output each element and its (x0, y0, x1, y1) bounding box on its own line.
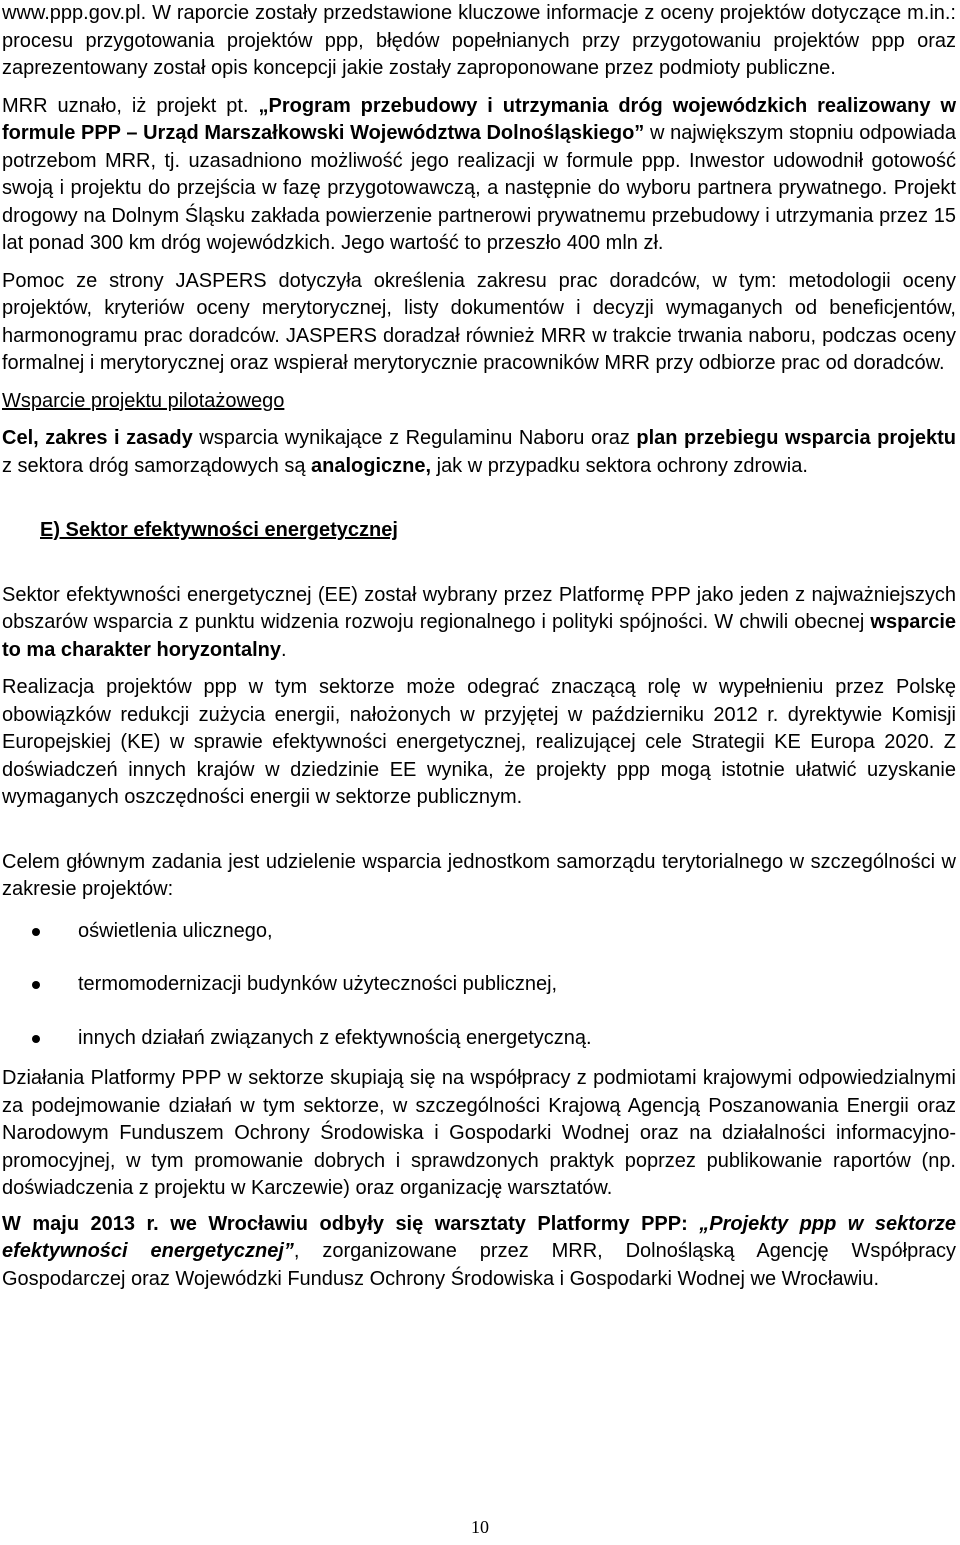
mrr-intro-text: MRR uznało, iż projekt pt. (2, 94, 259, 117)
list-item-text: termomodernizacji budynków użyteczności publicznej, (78, 973, 558, 995)
project-types-list (2, 918, 956, 1053)
support-text-2: z sektora dróg samorządowych są (2, 454, 312, 477)
support-plan-bold: plan przebiegu wsparcia projektu (636, 427, 956, 449)
section-heading-energy-efficiency: E) Sektor efektywności energetycznej (40, 519, 398, 541)
support-analogous-bold: analogiczne, (311, 454, 432, 477)
support-text-1: wsparcia wynikające z Regulaminu Naboru oraz (192, 427, 637, 449)
support-text-3: jak w przypadku sektora ochrony zdrowia. (431, 454, 808, 477)
project-title: „Program przebudowy i utrzymania dróg wojewódzkich realizowany w formule PPP – Urząd Marszałkowski Województwa Dolnośląskiego” (2, 94, 956, 144)
paragraph-mrr-selection (2, 93, 956, 258)
page-number: 10 (471, 1517, 489, 1537)
list-item (2, 918, 956, 946)
list-item-text: oświetlenia ulicznego, (78, 919, 273, 942)
workshops-text: , zorganizowane przez MRR, Dolnośląską Agencję Współpracy Gospodarczej oraz Wojewódzki Fundusz Ochrony Środowiska i Gospodarki Wodnej we Wrocławiu. (2, 1240, 956, 1290)
paragraph-ee-sector (2, 582, 956, 665)
list-item-text: innych działań związanych z efektywnością energetyczną. (78, 1026, 592, 1049)
paragraph-jaspers: Pomoc ze strony JASPERS dotyczyła określenia zakresu prac doradców, w tym: metodologii oceny projektów, kryteriów oceny merytorycznej, listy dokumentów i decyzji wymaganych od beneficjentów, harmonogramu prac doradców. JASPERS doradzał również MRR w trakcie trwania naboru, podczas oceny formalnej i merytorycznej oraz wspierał merytorycznie pracowników MRR przy odbiorze prac od doradców. (2, 269, 956, 374)
paragraph-workshops (2, 1211, 956, 1294)
ee-horizontal-bold: wsparcie to ma charakter horyzontalny (2, 611, 956, 661)
ee-sector-text: Sektor efektywności energetycznej (EE) został wybrany przez Platformę PPP jako jeden z najważniejszych obszarów wsparcia z punktu widzenia rozwoju regionalnego i polityki spójności. W chwili obecnej (2, 583, 956, 633)
paragraph-main-goal: Celem głównym zadania jest udzielenie wsparcia jednostkom samorządu terytorialnego w szczególności w zakresie projektów: (2, 850, 956, 900)
list-item (2, 1025, 956, 1053)
pilot-project-heading: Wsparcie projektu pilotażowego (2, 389, 285, 412)
workshop-title: „Projekty ppp w sektorze efektywności energetycznej” (2, 1212, 956, 1262)
paragraph-ee-realization: Realizacja projektów ppp w tym sektorze może odegrać znaczącą rolę w wypełnieniu przez Polskę obowiązków redukcji zużycia energii, nałożonych w przyjętej w październiku 2012 r. dyrektywie Komisji Europejskiej (KE) w sprawie efektywności energetycznej, realizującej cele Strategii KE Europa 2020. Z doświadczeń innych krajów w dziedzinie EE wynika, że projekty ppp mogą istotnie ułatwić uzyskanie wymaganych oszczędności energii w sektorze publicznym. (2, 676, 956, 808)
mrr-details-text: w największym stopniu odpowiada potrzebom MRR, tj. uzasadniono możliwość jego realizacji w formule ppp. Inwestor udowodnił gotowość swoją i projektu do przejścia w fazę przygotowawczą, a następnie do wyboru partnera prywatnego. Projekt drogowy na Dolnym Śląsku zakłada powierzenie partnerowi prywatnemu przebudowy i utrzymania przez 15 lat ponad 300 km dróg wojewódzkich. Jego wartość to przeszło 400 mln zł. (2, 122, 956, 254)
paragraph-support-scope (2, 425, 956, 480)
bullet-icon (32, 1035, 40, 1043)
bullet-icon (32, 981, 40, 989)
paragraph-report-summary: www.ppp.gov.pl. W raporcie zostały przedstawione kluczowe informacje z oceny projektów dotyczące m.in.: procesu przygotowania projektów ppp, błędów popełnianych przy przygotowaniu projektów ppp oraz zaprezentowany został opis koncepcji jakie zostały zaproponowane przez podmioty publiczne. (2, 2, 956, 79)
paragraph-platform-activities: Działania Platformy PPP w sektorze skupiają się na współpracy z podmiotami krajowymi odpowiedzialnymi za podejmowanie działań w tym sektorze, w szczególności Krajową Agencją Poszanowania Energii oraz Narodowym Funduszem Ochrony Środowiska i Gospodarki Wodnej oraz na działalności informacyjno-promocyjnej, w tym promowanie dobrych i sprawdzonych praktyk poprzez publikowanie raportów (np. doświadczenia z projektu w Karczewie) oraz organizację warsztatów. (2, 1067, 956, 1199)
bullet-icon (32, 928, 40, 936)
document-page (2, 0, 956, 1293)
ee-sector-period: . (280, 638, 287, 661)
support-goal-bold: Cel, zakres i zasady (2, 427, 193, 449)
workshops-bold: W maju 2013 r. we Wrocławiu odbyły się warsztaty Platformy PPP: (2, 1212, 700, 1235)
list-item (2, 971, 956, 999)
